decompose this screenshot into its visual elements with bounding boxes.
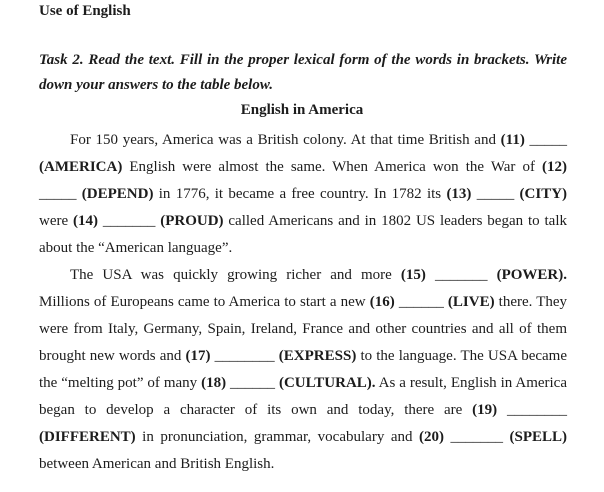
answer-blank-14: _______ — [102, 213, 156, 229]
answer-blank-11: _____ — [529, 132, 568, 148]
keyword-15: (POWER). — [496, 267, 568, 283]
gap-number-15: (15) — [400, 267, 426, 283]
keyword-13: (CITY) — [519, 186, 568, 202]
answer-blank-12: _____ — [39, 186, 77, 202]
text-segment: For 150 years, America was a British colony. At that time British and — [70, 132, 501, 148]
gap-number-12: (12) — [542, 159, 567, 175]
gap-number-14: (14) — [73, 213, 98, 229]
keyword-12: (DEPEND) — [81, 186, 154, 202]
gap-number-11: (11) — [500, 132, 525, 148]
answer-blank-20: _______ — [450, 429, 503, 445]
keyword-11: (AMERICA) — [39, 159, 123, 175]
text-segment: in 1776, it became a free country. In 1782 its — [153, 186, 447, 202]
gap-number-13: (13) — [446, 186, 472, 202]
task-instructions: Task 2. Read the text. Fill in the proper lexical form of the words in brackets. Write down your answers to the table below. — [39, 52, 567, 93]
article-body — [39, 127, 567, 478]
gap-number-17: (17) — [185, 348, 211, 364]
paragraph-1 — [39, 127, 567, 262]
gap-number-18: (18) — [201, 375, 227, 391]
text-segment: English were almost the same. When America won the War of — [122, 159, 542, 175]
keyword-20: (SPELL) — [509, 429, 567, 445]
text-segment: there. They were from Italy, Germany, Spain, Ireland, France and other countries and all of them brought new words and — [39, 294, 568, 364]
keyword-18: (CULTURAL). — [278, 375, 376, 391]
section-title: Use of English — [39, 3, 131, 19]
article-title: English in America — [240, 102, 364, 118]
paragraph-2 — [39, 262, 567, 478]
text-segment: Millions of Europeans came to America to start a new — [39, 294, 370, 310]
text-segment: to the language. The USA became the “melting pot” of many — [39, 348, 568, 391]
text-segment: As a result, English in America began to develop a character of its own and today, there are — [39, 375, 567, 418]
gap-number-20: (20) — [418, 429, 444, 445]
keyword-19: (DIFFERENT) — [39, 429, 136, 445]
keyword-14: (PROUD) — [160, 213, 224, 229]
answer-blank-17: ________ — [214, 348, 275, 364]
text-segment: The USA was quickly growing richer and more — [70, 267, 401, 283]
answer-blank-18: ______ — [230, 375, 276, 391]
gap-number-16: (16) — [369, 294, 395, 310]
answer-blank-19: ________ — [507, 402, 567, 418]
text-segment: between American and British English. — [39, 456, 275, 472]
answer-blank-13: _____ — [476, 186, 515, 202]
text-segment: in pronunciation, grammar, vocabulary and — [135, 429, 419, 445]
keyword-17: (EXPRESS) — [278, 348, 357, 364]
gap-number-19: (19) — [472, 402, 498, 418]
answer-blank-15: _______ — [435, 267, 488, 283]
keyword-16: (LIVE) — [447, 294, 495, 310]
text-segment: called Americans and in 1802 US leaders began to talk about the “American language”. — [39, 213, 567, 256]
text-segment: were — [39, 213, 73, 229]
answer-blank-16: ______ — [398, 294, 444, 310]
